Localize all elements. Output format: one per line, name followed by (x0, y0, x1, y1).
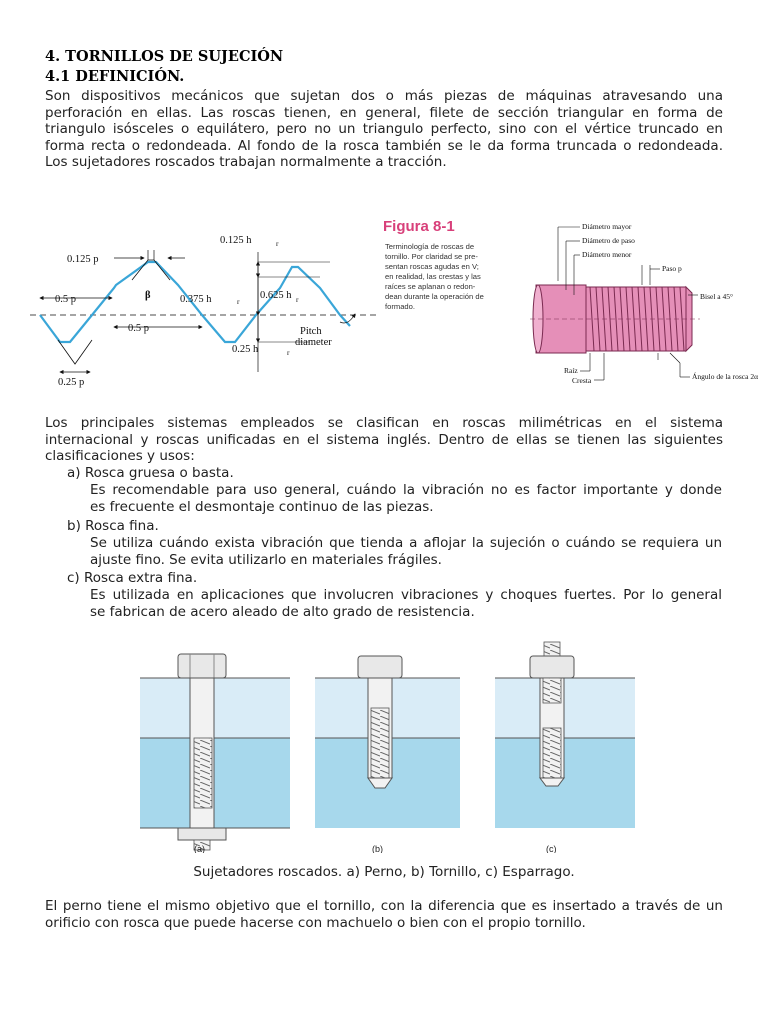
text-line: forma recta o redondeada. Al fondo de la rosca también se le da forma truncada o redondeada. (45, 137, 723, 154)
bolt-a (140, 654, 290, 850)
label-diameter: diameter (295, 337, 332, 348)
figure-8-1-caption (383, 215, 518, 345)
text-line: se fabrican de acero aleado de alto grado de resistencia. (90, 603, 475, 620)
label-cresta: Cresta (572, 376, 592, 385)
figure-title: Figura 8-1 (383, 218, 455, 235)
label-05p-left: 0.5 p (55, 294, 76, 305)
label-r-3: r (296, 295, 299, 304)
intro-paragraph (45, 88, 723, 171)
label-a: (a) (194, 844, 205, 853)
text-line: Es utilizada en aplicaciones que involucren vibraciones y choques fuertes. Por lo general (90, 587, 722, 603)
label-r-1: r (276, 239, 279, 248)
text-line: perforación en ellas. Las roscas tienen, en general, filete de sección triangular en forma de (45, 104, 723, 121)
label-0375hr: 0.375 h (180, 294, 212, 305)
label-r-2: r (237, 297, 240, 306)
label-r-4: r (287, 348, 290, 357)
figure-text-line: formado. (385, 302, 415, 311)
label-c: (c) (546, 844, 557, 853)
label-diametro-menor: Diámetro menor (582, 250, 632, 259)
label-diametro-paso: Diámetro de paso (582, 236, 635, 245)
list-item-label: b) Rosca fina. (67, 518, 159, 534)
screw-b (315, 656, 460, 828)
list-item-text (90, 535, 722, 568)
text-line: Los sujetadores roscados trabajan normalmente a tracción. (45, 154, 447, 171)
figure-text-line: en realidad, las crestas y las (385, 272, 481, 281)
list-item-label: a) Rosca gruesa o basta. (67, 465, 234, 481)
closing-paragraph (45, 898, 723, 931)
list-item-text (90, 587, 722, 620)
systems-paragraph (45, 415, 723, 465)
label-0625hr: 0.625 h (260, 290, 292, 301)
screw-terminology-diagram (530, 215, 760, 390)
text-line: triangulo isósceles o equilátero, pero no un triangulo perfecto, sino con el vértice truncado en (45, 121, 723, 138)
text-line: orificio con rosca que puede hacerse con machuelo o bien con el propio tornillo. (45, 914, 586, 931)
figure-text-line: raíces se aplanan o redon- (385, 282, 476, 291)
label-pitch: Pitch (300, 326, 322, 337)
thread-profile-diagram (30, 222, 380, 392)
figure-text-line: tornillo. Por claridad se pre- (385, 252, 478, 261)
label-bisel: Bisel a 45° (700, 292, 733, 301)
label-025hr: 0.25 h (232, 344, 259, 355)
label-05p-mid: 0.5 p (128, 323, 149, 334)
subsection-heading: 4.1 DEFINICIÓN. (45, 68, 185, 85)
text-line: Los principales sistemas empleados se clasifican en roscas milimétricas en el sistema (45, 415, 723, 431)
list-item-text (90, 482, 722, 515)
label-0125p: 0.125 p (67, 254, 99, 265)
text-line: Es recomendable para uso general, cuándo la vibración no es factor importante y donde (90, 482, 722, 498)
figure-text-line: Terminología de roscas de (385, 242, 475, 251)
label-diametro-mayor: Diámetro mayor (582, 222, 632, 231)
label-beta: β (145, 290, 151, 301)
label-0125hr: 0.125 h (220, 235, 252, 246)
text-line: El perno tiene el mismo objetivo que el tornillo, con la diferencia que es insertado a través de un (45, 898, 723, 914)
fasteners-figure (130, 638, 640, 853)
figure-text-line: sentan roscas agudas en V; (385, 262, 479, 271)
label-b: (b) (372, 844, 383, 853)
text-line: ajuste fino. Se evita utilizarlo en materiales frágiles. (90, 551, 442, 568)
label-angulo: Ángulo de la rosca 2α (692, 372, 758, 381)
text-line: clasificaciones y usos: (45, 448, 195, 465)
text-line: es frecuente el desmontaje continuo de las piezas. (90, 498, 434, 515)
stud-c (495, 642, 635, 828)
figure-text-line: dean durante la operación de (385, 292, 484, 301)
list-item-label: c) Rosca extra fina. (67, 570, 198, 586)
section-heading: 4. TORNILLOS DE SUJECIÓN (45, 48, 284, 65)
text-line: Se utiliza cuándo exista vibración que tienda a aflojar la sujeción o cuándo se requiera un (90, 535, 722, 551)
text-line: Son dispositivos mecánicos que sujetan dos o más piezas de máquinas atravesando una (45, 88, 723, 104)
label-025p: 0.25 p (58, 377, 85, 388)
text-line: internacional y roscas unificadas en el sistema inglés. Dentro de ellas se tienen las siguientes (45, 431, 723, 448)
figure-caption: Sujetadores roscados. a) Perno, b) Tornillo, c) Esparrago. (193, 864, 575, 880)
label-paso: Paso p (662, 264, 682, 273)
label-raiz: Raíz (564, 366, 578, 375)
